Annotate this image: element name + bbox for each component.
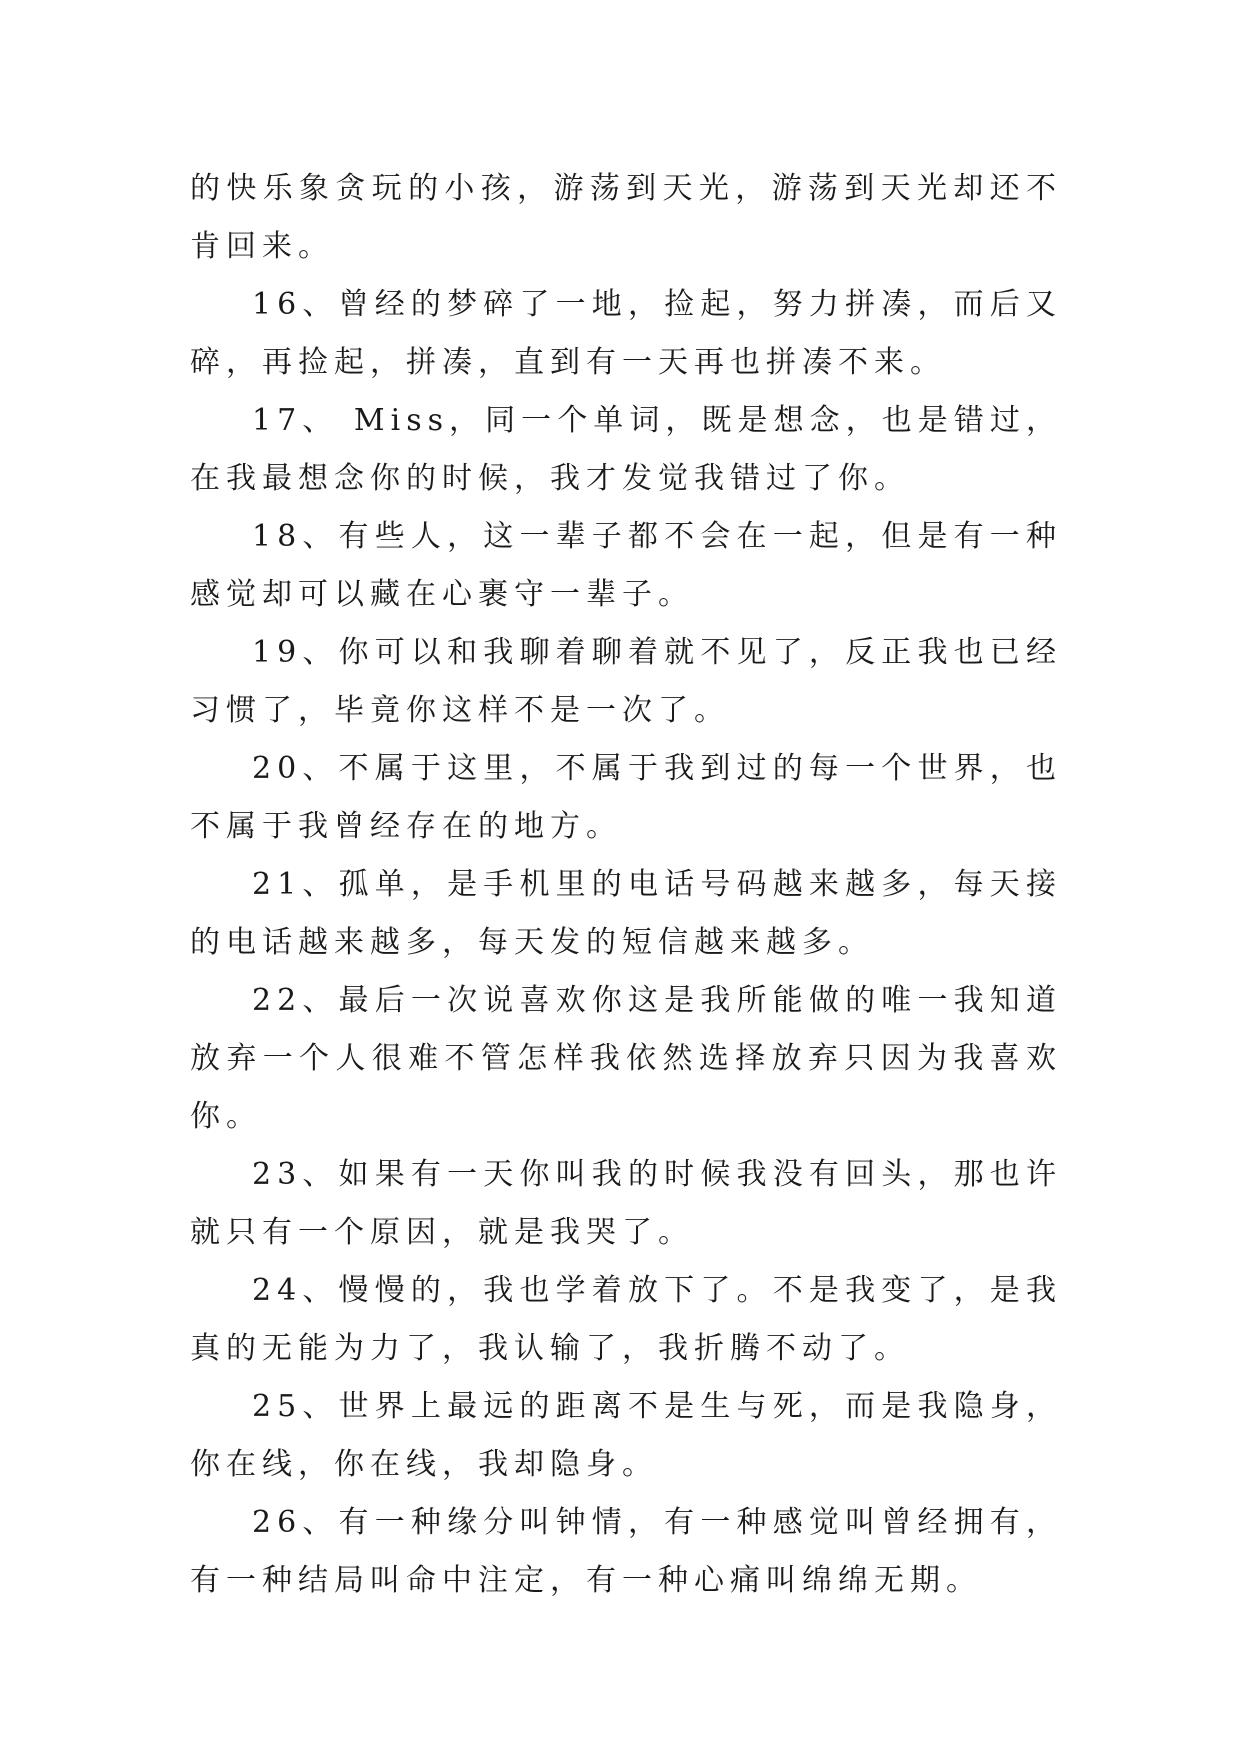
document-body — [190, 160, 1062, 1610]
paragraph-item-24: 24、慢慢的，我也学着放下了。不是我变了，是我真的无能为力了，我认输了，我折腾不动了。 — [190, 1273, 1062, 1366]
paragraph-item-20: 20、不属于这里，不属于我到过的每一个世界，也不属于我曾经存在的地方。 — [190, 751, 1062, 844]
paragraph-item-26: 26、有一种缘分叫钟情，有一种感觉叫曾经拥有，有一种结局叫命中注定，有一种心痛叫绵绵无期。 — [190, 1505, 1062, 1598]
paragraph-item-23: 23、如果有一天你叫我的时候我没有回头，那也许就只有一个原因，就是我哭了。 — [190, 1157, 1062, 1250]
paragraph-item-19: 19、你可以和我聊着聊着就不见了，反正我也已经习惯了，毕竟你这样不是一次了。 — [190, 635, 1062, 728]
paragraph-item-18: 18、有些人，这一辈子都不会在一起，但是有一种感觉却可以藏在心裹守一辈子。 — [190, 519, 1062, 612]
paragraph-continuation: 的快乐象贪玩的小孩，游荡到天光，游荡到天光却还不肯回来。 — [190, 171, 1062, 264]
paragraph-item-17: 17、 Miss，同一个单词，既是想念，也是错过，在我最想念你的时候，我才发觉我错过了你。 — [190, 403, 1062, 496]
paragraph-item-22: 22、最后一次说喜欢你这是我所能做的唯一我知道放弃一个人很难不管怎样我依然选择放弃只因为我喜欢你。 — [190, 983, 1062, 1134]
paragraph-item-21: 21、孤单，是手机里的电话号码越来越多，每天接的电话越来越多，每天发的短信越来越多。 — [190, 867, 1062, 960]
paragraph-item-25: 25、世界上最远的距离不是生与死，而是我隐身，你在线，你在线，我却隐身。 — [190, 1389, 1062, 1482]
paragraph-item-16: 16、曾经的梦碎了一地，捡起，努力拼凑，而后又碎，再捡起，拼凑，直到有一天再也拼凑不来。 — [190, 287, 1062, 380]
